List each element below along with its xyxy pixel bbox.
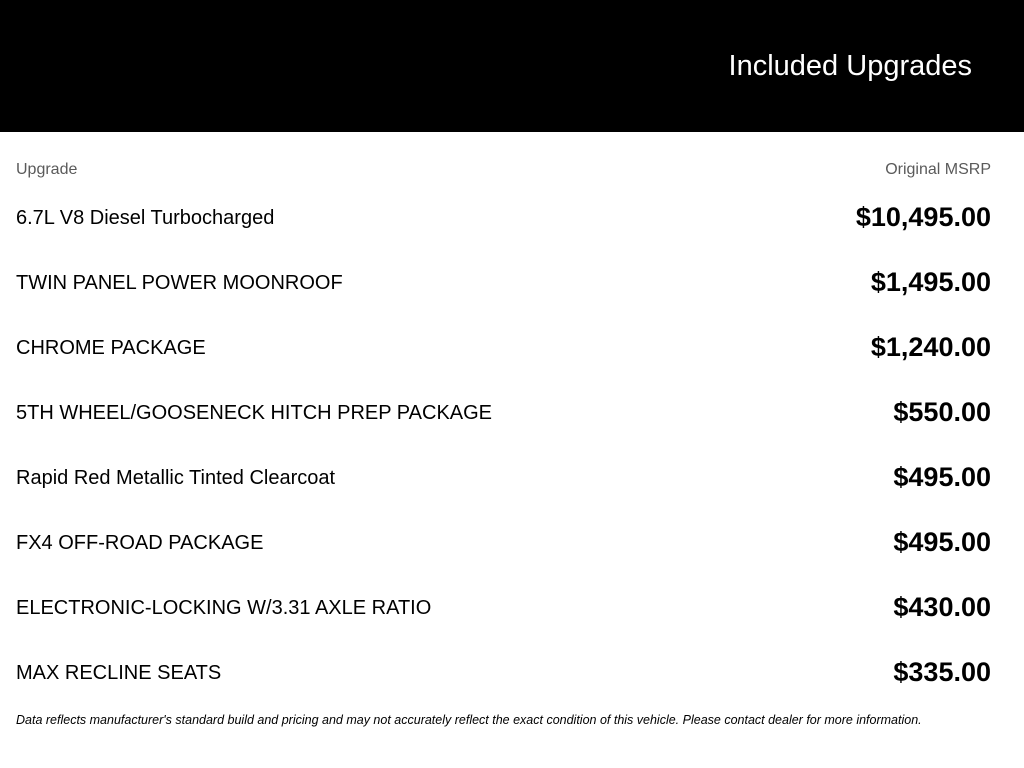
upgrade-price: $550.00: [893, 397, 991, 427]
upgrade-price: $430.00: [893, 592, 991, 622]
page-title: Included Upgrades: [728, 50, 972, 82]
upgrade-price: $10,495.00: [855, 202, 991, 232]
upgrade-row: [0, 315, 1024, 380]
column-header-upgrade: Upgrade: [16, 161, 78, 178]
upgrade-name: Rapid Red Metallic Tinted Clearcoat: [16, 467, 336, 489]
upgrades-list: [0, 185, 1024, 705]
upgrade-name: ELECTRONIC-LOCKING W/3.31 AXLE RATIO: [16, 597, 432, 619]
upgrade-price: $335.00: [893, 657, 991, 687]
upgrade-row: [0, 575, 1024, 640]
upgrade-row: [0, 185, 1024, 250]
upgrade-name: 6.7L V8 Diesel Turbocharged: [16, 207, 275, 229]
upgrade-row: [0, 380, 1024, 445]
upgrade-name: CHROME PACKAGE: [16, 337, 206, 359]
upgrade-row: [0, 640, 1024, 705]
column-header-msrp: Original MSRP: [885, 161, 991, 178]
upgrade-row: [0, 510, 1024, 575]
upgrade-row: [0, 250, 1024, 315]
upgrade-price: $1,495.00: [870, 267, 991, 297]
upgrade-name: TWIN PANEL POWER MOONROOF: [16, 272, 343, 294]
upgrade-price: $495.00: [893, 527, 991, 557]
upgrade-row: [0, 445, 1024, 510]
upgrade-price: $495.00: [893, 462, 991, 492]
upgrade-price: $1,240.00: [870, 332, 991, 362]
upgrade-name: 5TH WHEEL/GOOSENECK HITCH PREP PACKAGE: [16, 402, 493, 424]
upgrade-name: MAX RECLINE SEATS: [16, 662, 222, 684]
disclaimer-text: Data reflects manufacturer's standard build and pricing and may not accurately reflect the exact condition of this vehicle. Please contact dealer for more information.: [16, 713, 922, 727]
header-banner: [0, 0, 1024, 132]
upgrade-name: FX4 OFF-ROAD PACKAGE: [16, 532, 264, 554]
